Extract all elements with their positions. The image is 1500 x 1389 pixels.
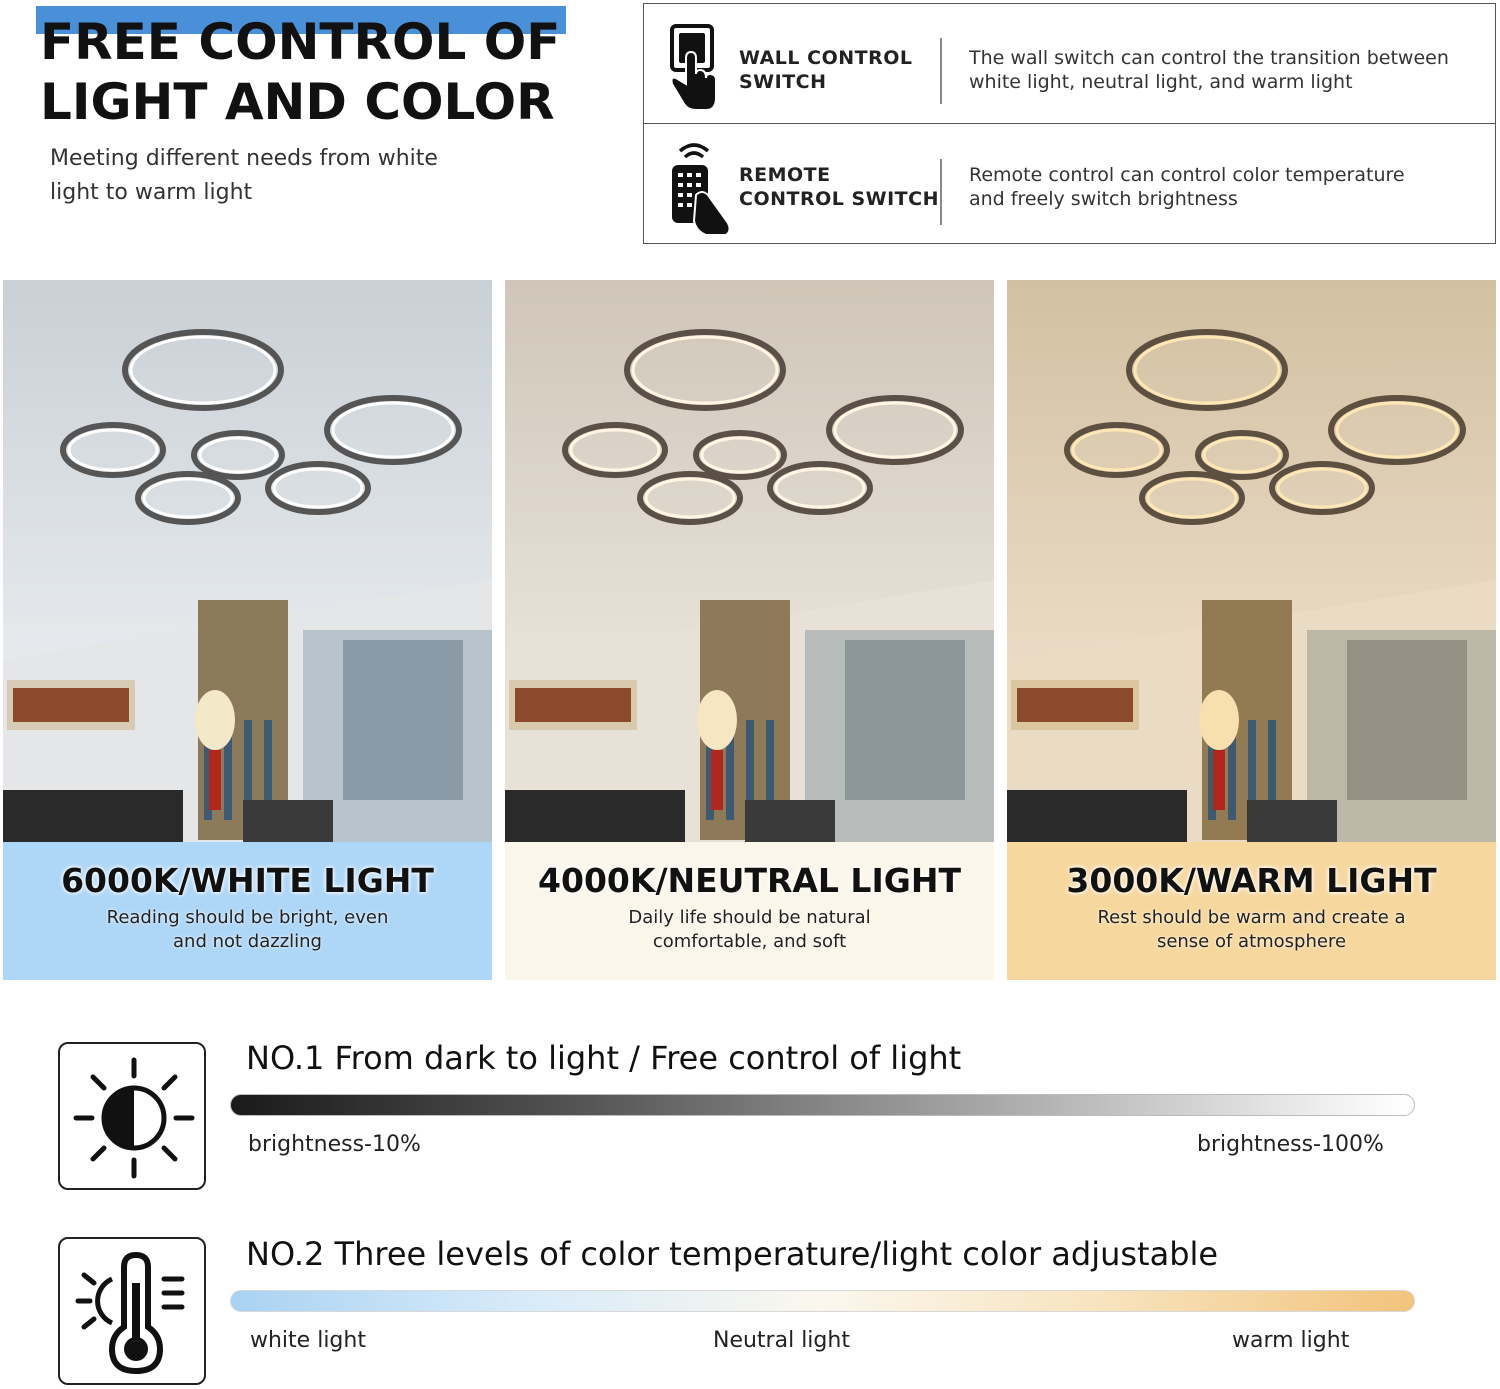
panel-description: Rest should be warm and create a sense of atmosphere xyxy=(1097,907,1406,952)
panel-description: Daily life should be natural comfortable, and soft xyxy=(628,907,871,952)
divider xyxy=(940,159,942,225)
page-subtitle: Meeting different needs from white light to warm light xyxy=(50,146,438,205)
feature-title: NO.2 Three levels of color temperature/light color adjustable xyxy=(246,1235,1219,1273)
page-title-line-2: LIGHT AND COLOR xyxy=(40,73,555,131)
room-scene-image xyxy=(505,280,994,842)
remote-control-icon xyxy=(666,139,722,235)
page-title-line-1: FREE CONTROL OF xyxy=(40,13,561,71)
panel-title: 4000K/NEUTRAL LIGHT xyxy=(538,861,961,900)
panel-title: 3000K/WARM LIGHT xyxy=(1066,861,1437,900)
control-row-wall xyxy=(644,4,1495,124)
wall-control-description: The wall switch can control the transition between white light, neutral light, and warm light xyxy=(969,47,1449,93)
room-scene-image xyxy=(1007,280,1496,842)
bar-label-max: brightness-100% xyxy=(1197,1132,1384,1157)
wall-switch-icon xyxy=(666,18,722,114)
panel-white-light xyxy=(3,280,492,980)
panel-caption xyxy=(3,842,492,980)
brightness-icon xyxy=(58,1042,206,1190)
color-temperature-gradient-bar xyxy=(230,1290,1415,1312)
panel-description: Reading should be bright, even and not dazzling xyxy=(106,907,389,952)
room-scene-image xyxy=(3,280,492,842)
panel-caption xyxy=(1007,842,1496,980)
panel-caption xyxy=(505,842,994,980)
control-row-remote xyxy=(644,125,1495,245)
panel-neutral-light xyxy=(505,280,994,980)
remote-control-description: Remote control can control color temperature and freely switch brightness xyxy=(969,164,1405,210)
panel-warm-light xyxy=(1007,280,1496,980)
bar-label-min: brightness-10% xyxy=(248,1132,421,1157)
feature-title: NO.1 From dark to light / Free control of light xyxy=(246,1039,962,1077)
panel-title: 6000K/WHITE LIGHT xyxy=(61,861,434,900)
bar-label-white: white light xyxy=(250,1328,366,1353)
page-title xyxy=(40,12,560,132)
bar-label-warm: warm light xyxy=(1232,1328,1350,1353)
control-methods-box xyxy=(643,3,1496,244)
remote-control-label: REMOTE CONTROL SWITCH xyxy=(739,164,939,210)
bar-label-neutral: Neutral light xyxy=(713,1328,850,1353)
divider xyxy=(940,38,942,104)
brightness-gradient-bar xyxy=(230,1094,1415,1116)
thermometer-icon xyxy=(58,1237,206,1385)
wall-control-label: WALL CONTROL SWITCH xyxy=(739,47,913,93)
